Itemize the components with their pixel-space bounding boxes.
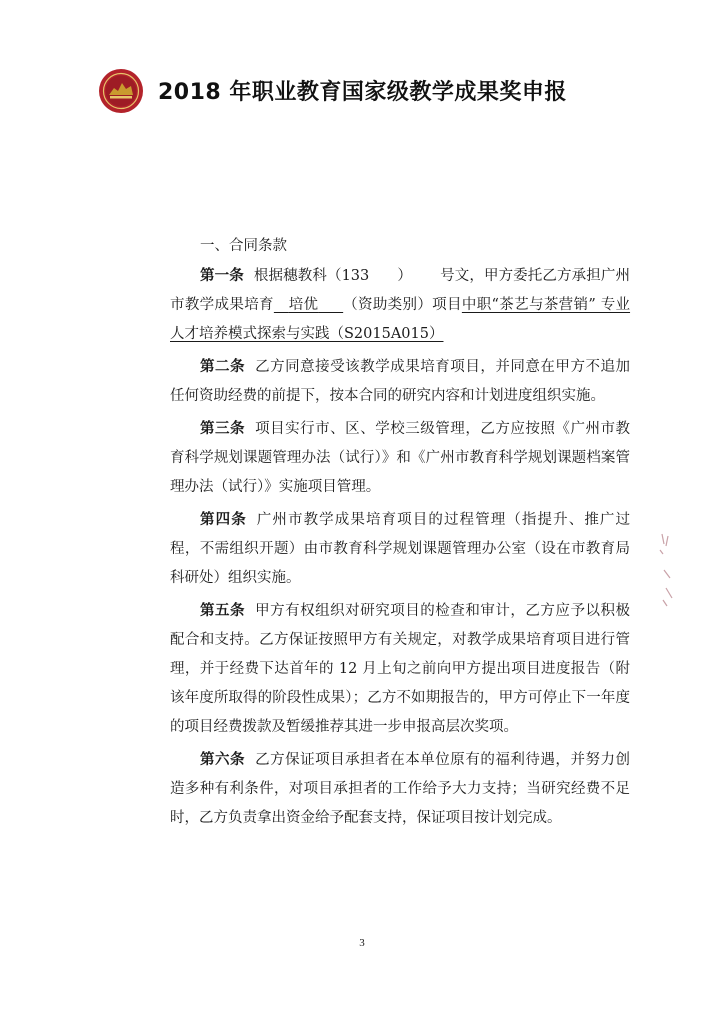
article-1-text-d: （资助类别）项目	[343, 297, 462, 313]
award-seal-logo	[98, 68, 144, 114]
article-label: 第二条	[200, 359, 246, 375]
article-label: 第三条	[200, 421, 246, 437]
project-name: 中职“茶艺与茶营销” 专业人才培养模式探索与实践（S2015A015）	[170, 297, 631, 342]
section-title: 一、合同条款	[200, 238, 287, 254]
contract-clauses	[170, 232, 630, 837]
article-3	[170, 415, 630, 502]
article-1-text-c: 号文，甲方委托乙方承担广州市教学成果培育	[170, 268, 631, 313]
article-2	[170, 353, 630, 411]
funding-category: 培优	[288, 297, 319, 313]
article-1	[170, 262, 630, 349]
article-label: 第四条	[200, 512, 247, 528]
article-1-text-b: ）	[397, 268, 412, 284]
article-5	[170, 597, 630, 742]
page-header-title: 2018 年职业教育国家级教学成果奖申报	[158, 80, 567, 105]
article-label: 第五条	[200, 603, 246, 619]
document-number: 133	[341, 268, 370, 284]
article-text: 乙方保证项目承担者在本单位原有的福利待遇，并努力创造多种有利条件，对项目承担者的工作给予大力支持；当研究经费不足时，乙方负责拿出资金给予配套支持，保证项目按计划完成。	[170, 752, 631, 826]
article-text: 甲方有权组织对研究项目的检查和审计，乙方应予以积极配合和支持。乙方保证按照甲方有关规定，对教学成果培育项目进行管理，并于经费下达首年的 12 月上旬之前向甲方提出项目进度报告（附该年度所取得的阶段性成果）；乙方不如期报告的，甲方可停止下一年度的项目经费拨款及暂缓推荐其进一步申报高层次奖项。	[170, 603, 631, 735]
margin-ink-mark	[654, 530, 678, 610]
article-text: 项目实行市、区、学校三级管理，乙方应按照《广州市教育科学规划课题管理办法（试行）》和《广州市教育科学规划课题档案管理办法（试行）》实施项目管理。	[170, 421, 631, 495]
page-number: 3	[359, 937, 365, 949]
article-label: 第一条	[200, 268, 244, 284]
article-text: 广州市教学成果培育项目的过程管理（指提升、推广过程，不需组织开题）由市教育科学规划课题管理办公室（设在市教育局科研处）组织实施。	[170, 512, 631, 586]
article-1-text-a: 根据穗教科（	[253, 268, 342, 284]
article-4	[170, 506, 630, 593]
article-text: 乙方同意接受该教学成果培育项目，并同意在甲方不追加任何资助经费的前提下，按本合同的研究内容和计划进度组织实施。	[170, 359, 631, 404]
article-6	[170, 746, 630, 833]
article-label: 第六条	[200, 752, 246, 768]
